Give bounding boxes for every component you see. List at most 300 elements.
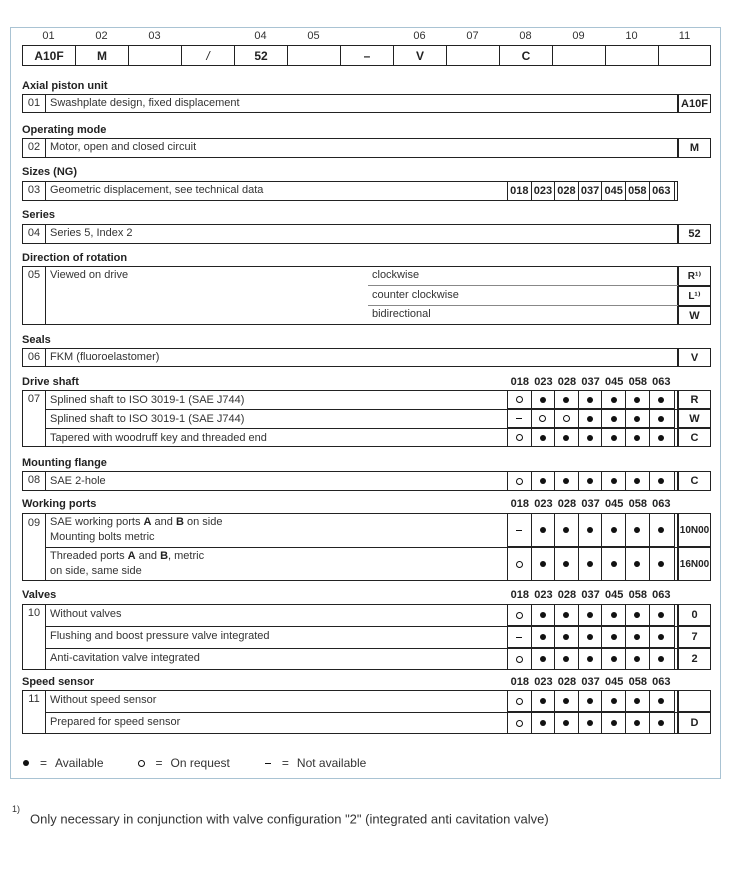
section-title-flange: Mounting flange xyxy=(22,457,107,469)
available-dot-icon xyxy=(634,416,640,422)
availability-023 xyxy=(532,391,556,408)
section-title-seals: Seals xyxy=(22,334,51,346)
availability-058 xyxy=(626,548,650,580)
available-dot-icon xyxy=(540,561,546,567)
valves-desc: Anti-cavitation valve integrated xyxy=(50,652,200,664)
availability-058 xyxy=(626,429,650,446)
availability-018 xyxy=(508,472,532,490)
row-num-08: 08 xyxy=(27,474,41,486)
availability-058 xyxy=(626,649,650,669)
mode-code: M xyxy=(678,138,711,158)
section-title-valves: Valves xyxy=(22,589,57,601)
rotation-clockwise-label: clockwise xyxy=(372,269,420,281)
series-code: 52 xyxy=(678,224,711,244)
available-dot-icon xyxy=(634,698,640,704)
size-header-045: 045 xyxy=(604,676,624,688)
availability-045 xyxy=(602,691,626,711)
available-dot-icon xyxy=(658,634,664,640)
availability-037 xyxy=(579,472,603,490)
hollow-circle-icon xyxy=(136,760,148,767)
size-header-063: 063 xyxy=(652,498,671,510)
availability-037 xyxy=(579,410,603,427)
size-header-063: 063 xyxy=(652,589,671,601)
code-cell-01: A10F xyxy=(23,46,76,65)
available-dot-icon xyxy=(658,698,664,704)
flange-code: C xyxy=(678,471,711,491)
section-title-axial: Axial piston unit xyxy=(22,80,108,92)
size-header-045: 045 xyxy=(604,376,624,388)
availability-063 xyxy=(650,605,674,625)
port-letter: B xyxy=(175,516,184,528)
availability-023 xyxy=(532,548,556,580)
valves-table xyxy=(22,604,711,670)
available-dot-icon xyxy=(611,698,617,704)
shaft-code: W xyxy=(678,409,711,428)
legend-not-available xyxy=(262,756,366,770)
available-dot-icon xyxy=(540,612,546,618)
availability-037 xyxy=(579,548,603,580)
legend-label: Not available xyxy=(296,756,367,770)
available-dot-icon xyxy=(611,561,617,567)
valves-availability-grid xyxy=(507,648,675,670)
size-header-058: 058 xyxy=(628,498,647,510)
seals-desc: FKM (fluoroelastomer) xyxy=(50,351,160,363)
availability-058 xyxy=(626,691,650,711)
dash-icon xyxy=(262,763,274,764)
row-num-02: 02 xyxy=(27,141,41,153)
availability-028 xyxy=(555,391,579,408)
shaft-code: C xyxy=(678,428,711,447)
available-dot-icon xyxy=(587,527,593,533)
code-cell-02: M xyxy=(76,46,129,65)
col-num-05: 05 xyxy=(307,30,320,42)
rotation-code-r: R¹⁾ xyxy=(678,266,711,286)
available-dot-icon xyxy=(587,397,593,403)
size-023: 023 xyxy=(532,182,556,200)
size-037: 037 xyxy=(579,182,603,200)
available-dot-icon xyxy=(658,527,664,533)
row-num-03: 03 xyxy=(27,184,41,196)
size-header-028: 028 xyxy=(557,498,577,510)
availability-018 xyxy=(508,514,532,546)
sizes-row xyxy=(22,181,711,201)
code-cell-04: 52 xyxy=(235,46,288,65)
shaft-desc: Splined shaft to ISO 3019-1 (SAE J744) xyxy=(50,394,245,406)
code-cell-11 xyxy=(659,46,710,65)
footnote-text: Only necessary in conjunction with valve configuration "2" (integrated anti cavitation valve) xyxy=(30,811,549,827)
size-header-037: 037 xyxy=(581,676,600,688)
available-dot-icon xyxy=(540,656,546,662)
available-dot-icon xyxy=(634,397,640,403)
on-request-circle-icon xyxy=(516,698,523,705)
shaft-desc: Splined shaft to ISO 3019-1 (SAE J744) xyxy=(50,413,245,425)
size-header-058: 058 xyxy=(628,589,647,601)
available-dot-icon xyxy=(658,478,664,484)
flange-table xyxy=(22,471,711,491)
code-cell-dash: – xyxy=(341,46,394,65)
valves-code: 0 xyxy=(678,604,711,626)
availability-045 xyxy=(602,410,626,427)
available-dot-icon xyxy=(587,416,593,422)
row-num-11: 11 xyxy=(28,693,40,705)
availability-063 xyxy=(650,649,674,669)
available-dot-icon xyxy=(587,720,593,726)
availability-058 xyxy=(626,514,650,546)
shaft-availability-grid xyxy=(507,428,675,447)
row-num-10: 10 xyxy=(27,607,41,619)
available-dot-icon xyxy=(563,435,569,441)
legend-eq: = xyxy=(155,756,163,770)
axial-row xyxy=(22,94,711,113)
section-title-rotation: Direction of rotation xyxy=(22,252,128,264)
size-header-045: 045 xyxy=(604,498,624,510)
sizes-desc: Geometric displacement, see technical data xyxy=(50,184,264,196)
available-dot-icon xyxy=(611,416,617,422)
col-num-11: 11 xyxy=(678,30,691,42)
size-header-058: 058 xyxy=(628,676,647,688)
size-header-018: 018 xyxy=(510,676,529,688)
availability-028 xyxy=(555,548,579,580)
rotation-code-l: L¹⁾ xyxy=(678,286,711,306)
available-dot-icon xyxy=(563,561,569,567)
col-num-06: 06 xyxy=(413,30,426,42)
availability-028 xyxy=(555,514,579,546)
availability-058 xyxy=(626,627,650,647)
availability-037 xyxy=(579,713,603,733)
available-dot-icon xyxy=(658,720,664,726)
col-num-10: 10 xyxy=(625,30,638,42)
size-header-063: 063 xyxy=(652,676,671,688)
availability-045 xyxy=(602,649,626,669)
availability-058 xyxy=(626,472,650,490)
footnote-mark: 1) xyxy=(12,804,21,814)
section-title-mode: Operating mode xyxy=(22,124,107,136)
size-column-headers xyxy=(508,376,673,388)
speed-availability-grid xyxy=(507,690,675,712)
size-column-headers xyxy=(508,676,673,688)
mode-row xyxy=(22,138,711,158)
not-available-dash-icon xyxy=(516,418,522,419)
size-column-headers xyxy=(508,589,673,601)
availability-028 xyxy=(555,472,579,490)
availability-063 xyxy=(650,691,674,711)
available-dot-icon xyxy=(658,435,664,441)
available-dot-icon xyxy=(563,634,569,640)
availability-063 xyxy=(650,713,674,733)
speed-code: D xyxy=(678,712,711,734)
availability-058 xyxy=(626,391,650,408)
available-dot-icon xyxy=(563,397,569,403)
code-cell-03 xyxy=(129,46,182,65)
availability-018 xyxy=(508,410,532,427)
size-column-headers xyxy=(508,498,673,510)
availability-018 xyxy=(508,649,532,669)
speed-desc: Prepared for speed sensor xyxy=(50,716,181,728)
availability-045 xyxy=(602,713,626,733)
available-dot-icon xyxy=(658,416,664,422)
code-cell-10 xyxy=(606,46,659,65)
size-018: 018 xyxy=(508,182,532,200)
shaft-availability-grid xyxy=(507,390,675,409)
availability-058 xyxy=(626,713,650,733)
size-header-037: 037 xyxy=(581,589,600,601)
size-header-018: 018 xyxy=(510,376,529,388)
available-dot-icon xyxy=(634,612,640,618)
available-dot-icon xyxy=(587,561,593,567)
availability-028 xyxy=(555,649,579,669)
availability-023 xyxy=(532,627,556,647)
available-dot-icon xyxy=(540,527,546,533)
available-dot-icon xyxy=(634,561,640,567)
size-header-028: 028 xyxy=(557,376,577,388)
legend-label: On request xyxy=(170,756,230,770)
availability-063 xyxy=(650,514,674,546)
availability-063 xyxy=(650,391,674,408)
available-dot-icon xyxy=(611,478,617,484)
shaft-table xyxy=(22,390,711,447)
seals-row xyxy=(22,348,711,367)
available-dot-icon xyxy=(658,656,664,662)
desc-part: and xyxy=(135,550,161,562)
desc-part: and xyxy=(151,516,176,528)
availability-037 xyxy=(579,627,603,647)
desc-line-2: Mounting bolts metric xyxy=(50,531,155,543)
available-dot-icon xyxy=(563,478,569,484)
availability-037 xyxy=(579,691,603,711)
availability-058 xyxy=(626,410,650,427)
size-header-023: 023 xyxy=(534,589,553,601)
available-dot-icon xyxy=(587,478,593,484)
size-header-037: 037 xyxy=(581,498,600,510)
available-dot-icon xyxy=(634,720,640,726)
availability-063 xyxy=(650,627,674,647)
seals-code: V xyxy=(678,348,711,367)
availability-045 xyxy=(602,548,626,580)
ports-table xyxy=(22,513,711,581)
size-header-023: 023 xyxy=(534,498,553,510)
legend-eq: = xyxy=(40,756,48,770)
availability-045 xyxy=(602,472,626,490)
on-request-circle-icon xyxy=(516,720,523,727)
col-num-02: 02 xyxy=(95,30,108,42)
col-num-08: 08 xyxy=(519,30,532,42)
col-num-01: 01 xyxy=(42,30,55,42)
type-code-row xyxy=(22,45,711,66)
mode-desc: Motor, open and closed circuit xyxy=(50,141,197,153)
section-title-speed: Speed sensor xyxy=(22,676,95,688)
code-cell-09 xyxy=(553,46,606,65)
ports-code: 10N00 xyxy=(678,513,711,547)
availability-028 xyxy=(555,605,579,625)
available-dot-icon xyxy=(634,634,640,640)
size-header-045: 045 xyxy=(604,589,624,601)
available-dot-icon xyxy=(540,435,546,441)
availability-018 xyxy=(508,627,532,647)
legend xyxy=(20,756,398,770)
available-dot-icon xyxy=(658,561,664,567)
availability-045 xyxy=(602,605,626,625)
row-num-09: 09 xyxy=(27,517,41,529)
code-cell-05 xyxy=(288,46,341,65)
availability-018 xyxy=(508,713,532,733)
size-header-028: 028 xyxy=(557,676,577,688)
code-cell-slash: / xyxy=(182,46,235,65)
legend-available xyxy=(20,756,104,770)
ports-desc xyxy=(50,515,222,545)
availability-023 xyxy=(532,410,556,427)
availability-023 xyxy=(532,514,556,546)
code-cell-07 xyxy=(447,46,500,65)
row-num-01: 01 xyxy=(27,97,41,109)
valves-availability-grid xyxy=(507,604,675,626)
row-num-06: 06 xyxy=(27,351,41,363)
col-num-09: 09 xyxy=(572,30,585,42)
available-dot-icon xyxy=(540,478,546,484)
available-dot-icon xyxy=(563,656,569,662)
desc-part: , metric xyxy=(168,550,205,562)
port-letter: A xyxy=(143,516,152,528)
size-header-018: 018 xyxy=(510,498,529,510)
availability-045 xyxy=(602,429,626,446)
availability-018 xyxy=(508,691,532,711)
col-num-03: 03 xyxy=(148,30,161,42)
availability-023 xyxy=(532,472,556,490)
available-dot-icon xyxy=(634,478,640,484)
size-header-023: 023 xyxy=(534,676,553,688)
filled-dot-icon xyxy=(20,760,32,766)
availability-023 xyxy=(532,691,556,711)
shaft-availability-grid xyxy=(507,409,675,428)
available-dot-icon xyxy=(587,634,593,640)
available-dot-icon xyxy=(611,435,617,441)
availability-023 xyxy=(532,649,556,669)
on-request-circle-icon xyxy=(516,396,523,403)
axial-code: A10F xyxy=(678,94,711,113)
on-request-circle-icon xyxy=(516,612,523,619)
available-dot-icon xyxy=(611,527,617,533)
on-request-circle-icon xyxy=(516,434,523,441)
rotation-bidirectional-label: bidirectional xyxy=(372,308,431,320)
rotation-block xyxy=(22,266,711,325)
rotation-code-w: W xyxy=(678,306,711,325)
availability-028 xyxy=(555,691,579,711)
desc-part: on side xyxy=(183,516,223,528)
shaft-code: R xyxy=(678,390,711,409)
availability-018 xyxy=(508,548,532,580)
desc-part: SAE working ports xyxy=(50,516,144,528)
col-num-07: 07 xyxy=(466,30,479,42)
available-dot-icon xyxy=(563,612,569,618)
not-available-dash-icon xyxy=(516,637,522,638)
availability-037 xyxy=(579,649,603,669)
not-available-dash-icon xyxy=(516,530,522,531)
availability-063 xyxy=(650,548,674,580)
available-dot-icon xyxy=(563,720,569,726)
availability-063 xyxy=(650,472,674,490)
availability-037 xyxy=(579,605,603,625)
rotation-desc: Viewed on drive xyxy=(50,269,129,281)
size-058: 058 xyxy=(626,182,650,200)
available-dot-icon xyxy=(540,634,546,640)
availability-063 xyxy=(650,429,674,446)
availability-018 xyxy=(508,429,532,446)
valves-code: 7 xyxy=(678,626,711,648)
row-num-05: 05 xyxy=(27,269,41,281)
availability-028 xyxy=(555,429,579,446)
ports-code: 16N00 xyxy=(678,547,711,581)
availability-058 xyxy=(626,605,650,625)
on-request-circle-icon xyxy=(516,561,523,568)
series-desc: Series 5, Index 2 xyxy=(50,227,133,239)
availability-028 xyxy=(555,713,579,733)
col-num-04: 04 xyxy=(254,30,267,42)
on-request-circle-icon xyxy=(539,415,546,422)
port-letter: B xyxy=(160,550,169,562)
availability-037 xyxy=(579,429,603,446)
available-dot-icon xyxy=(563,698,569,704)
sizes-code-grid xyxy=(507,181,675,201)
size-header-023: 023 xyxy=(534,376,553,388)
availability-028 xyxy=(555,410,579,427)
speed-availability-grid xyxy=(507,712,675,734)
availability-023 xyxy=(532,429,556,446)
available-dot-icon xyxy=(611,612,617,618)
legend-on-request xyxy=(136,756,230,770)
availability-023 xyxy=(532,605,556,625)
availability-028 xyxy=(555,627,579,647)
speed-desc: Without speed sensor xyxy=(50,694,157,706)
ports-availability-grid xyxy=(507,513,675,547)
size-063: 063 xyxy=(652,185,671,197)
legend-eq: = xyxy=(281,756,289,770)
availability-045 xyxy=(602,627,626,647)
size-045: 045 xyxy=(602,182,626,200)
section-title-shaft: Drive shaft xyxy=(22,376,79,388)
section-title-series: Series xyxy=(22,209,56,221)
availability-018 xyxy=(508,605,532,625)
available-dot-icon xyxy=(540,397,546,403)
valves-desc: Flushing and boost pressure valve integrated xyxy=(50,630,270,642)
rotation-ccw-label: counter clockwise xyxy=(372,289,459,301)
size-header-028: 028 xyxy=(557,589,577,601)
available-dot-icon xyxy=(634,656,640,662)
valves-code: 2 xyxy=(678,648,711,670)
available-dot-icon xyxy=(658,397,664,403)
availability-045 xyxy=(602,391,626,408)
desc-part: Threaded ports xyxy=(50,550,128,562)
code-cell-06: V xyxy=(394,46,447,65)
available-dot-icon xyxy=(611,720,617,726)
speed-code xyxy=(678,690,711,712)
port-letter: A xyxy=(127,550,136,562)
available-dot-icon xyxy=(540,720,546,726)
speed-table xyxy=(22,690,711,734)
availability-037 xyxy=(579,391,603,408)
valves-desc: Without valves xyxy=(50,608,122,620)
section-title-sizes: Sizes (NG) xyxy=(22,166,78,178)
flange-desc: SAE 2-hole xyxy=(50,475,106,487)
size-header-037: 037 xyxy=(581,376,600,388)
flange-availability-grid xyxy=(507,471,675,491)
ports-availability-grid xyxy=(507,547,675,581)
available-dot-icon xyxy=(540,698,546,704)
available-dot-icon xyxy=(634,527,640,533)
size-header-058: 058 xyxy=(628,376,647,388)
row-num-07: 07 xyxy=(27,393,41,405)
code-cell-08: C xyxy=(500,46,553,65)
on-request-circle-icon xyxy=(516,478,523,485)
availability-037 xyxy=(579,514,603,546)
